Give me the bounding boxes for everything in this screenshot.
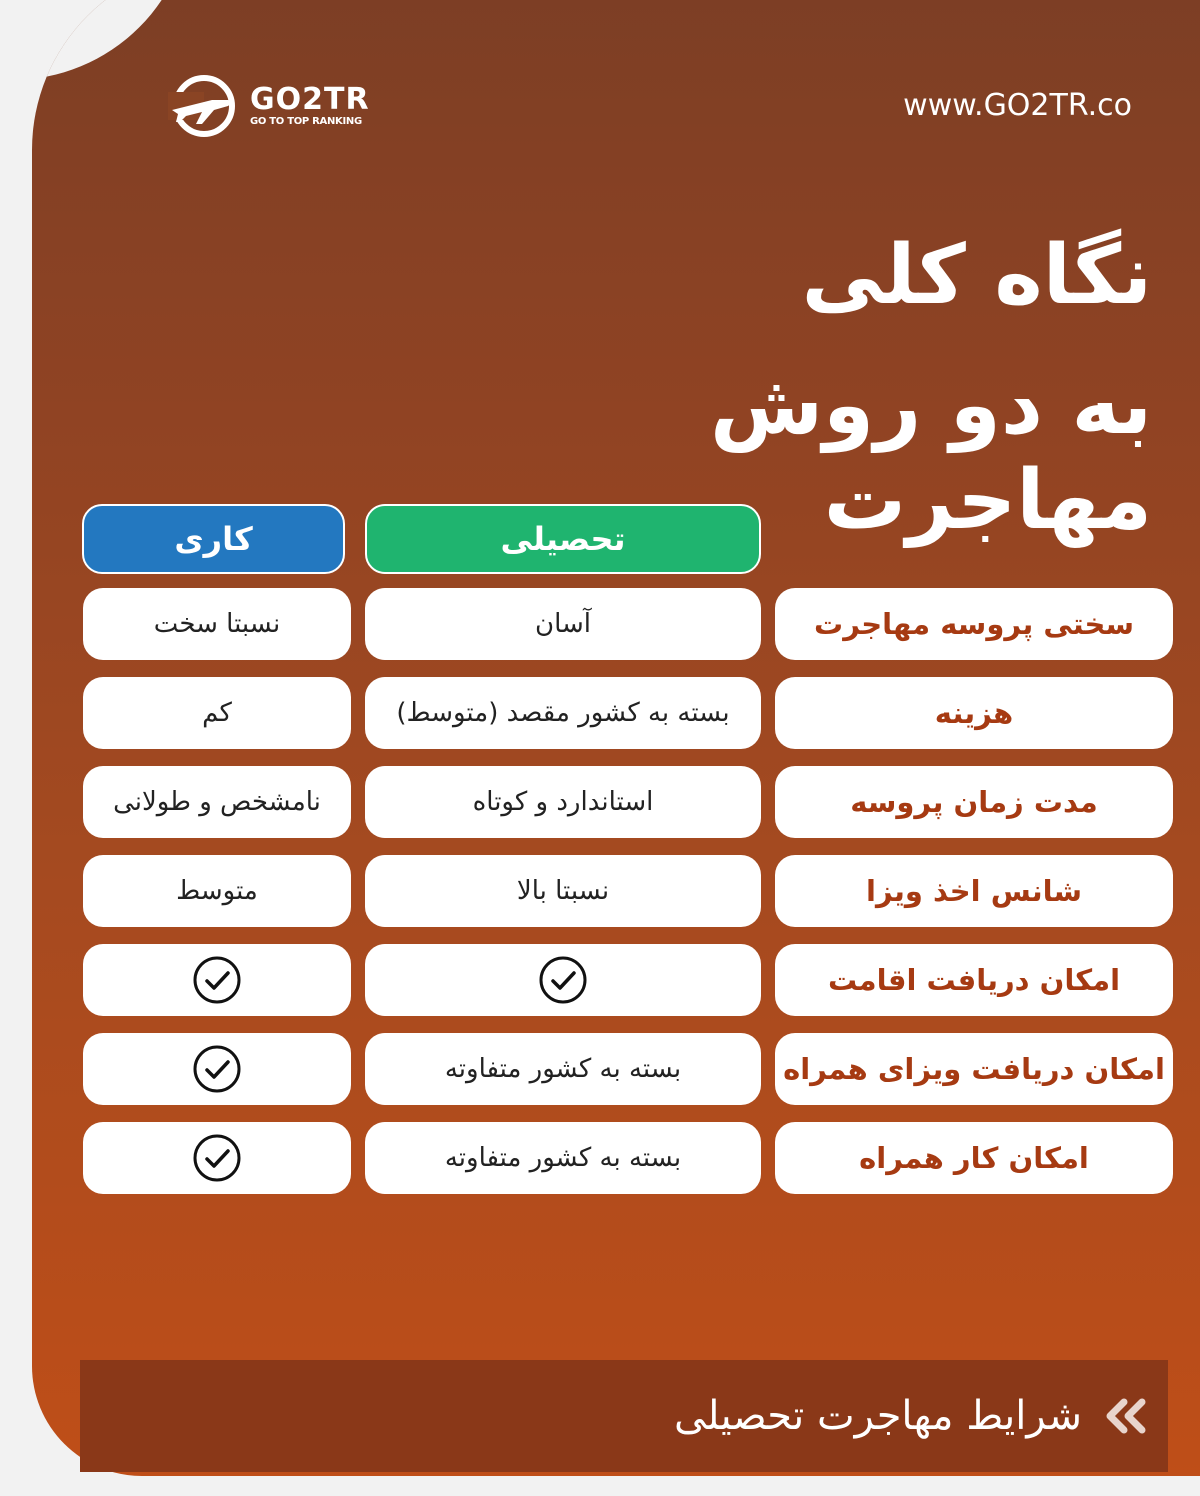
work-cell	[83, 944, 351, 1016]
corner-notch	[32, 0, 192, 80]
footer-link-text[interactable]: شرایط مهاجرت تحصیلی	[673, 1393, 1082, 1439]
airplane-logo-icon	[168, 70, 240, 142]
study-cell: بسته به کشور متفاوته	[365, 1122, 761, 1194]
website-url: www.GO2TR.co	[903, 88, 1132, 123]
row-label: سختی پروسه مهاجرت	[775, 588, 1173, 660]
brand-name: GO2TR	[250, 82, 370, 117]
study-cell: نسبتا بالا	[365, 855, 761, 927]
check-circle-icon	[191, 1132, 243, 1184]
row-label: مدت زمان پروسه	[775, 766, 1173, 838]
brand-tagline: GO TO TOP RANKING	[250, 116, 362, 127]
work-cell	[83, 1033, 351, 1105]
work-cell: نامشخص و طولانی	[83, 766, 351, 838]
footer-banner[interactable]	[80, 1360, 1168, 1472]
check-circle-icon	[191, 1043, 243, 1095]
row-label: امکان دریافت اقامت	[775, 944, 1173, 1016]
row-label: امکان دریافت ویزای همراه	[775, 1033, 1173, 1105]
study-cell: استاندارد و کوتاه	[365, 766, 761, 838]
row-label: هزینه	[775, 677, 1173, 749]
study-cell: آسان	[365, 588, 761, 660]
page-title-line2: به دو روش مهاجرت	[710, 358, 1152, 548]
column-header-study: تحصیلی	[365, 504, 761, 574]
check-circle-icon	[537, 954, 589, 1006]
row-label: شانس اخذ ویزا	[775, 855, 1173, 927]
double-chevron-icon	[1098, 1396, 1150, 1436]
column-header-work: کاری	[82, 504, 345, 574]
row-label: امکان کار همراه	[775, 1122, 1173, 1194]
work-cell	[83, 1122, 351, 1194]
work-cell: متوسط	[83, 855, 351, 927]
study-cell: بسته به کشور مقصد (متوسط)	[365, 677, 761, 749]
study-cell	[365, 944, 761, 1016]
work-cell: نسبتا سخت	[83, 588, 351, 660]
study-cell: بسته به کشور متفاوته	[365, 1033, 761, 1105]
brand-logo	[168, 70, 370, 142]
page-title-line1: نگاه کلی	[801, 228, 1152, 323]
check-circle-icon	[191, 954, 243, 1006]
work-cell: کم	[83, 677, 351, 749]
